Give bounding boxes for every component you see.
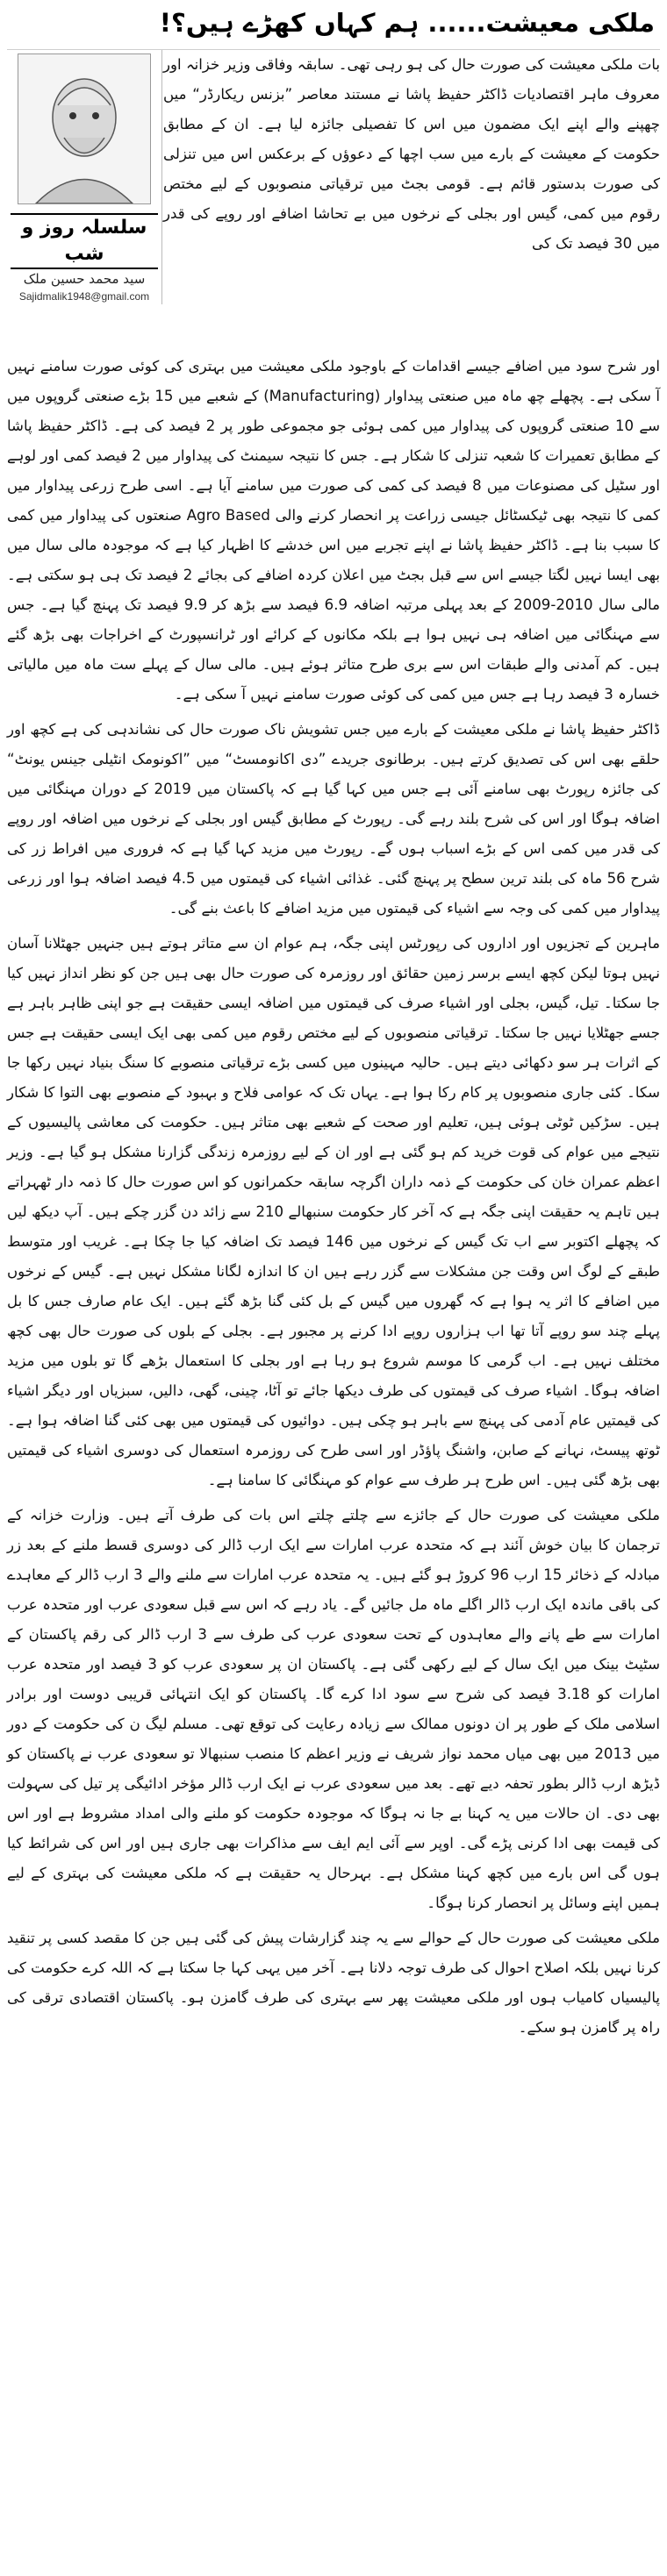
author-email: Sajidmalik1948@gmail.com bbox=[18, 290, 150, 303]
author-photo bbox=[18, 54, 151, 204]
body-paragraph: ملکی معیشت کی صورت حال کے حوالے سے یہ چند گزارشات پیش کی گئی ہیں جن کا مقصد کسی پر تنقید کرنا نہیں بلکہ اصلاح احوال کی طرف توجہ دلانا ہے۔ آخر میں یہی کہا جا سکتا ہے کہ اللہ کرے حکومت کی پالیسیاں کامیاب ہوں اور ملکی معیشت پھر سے بہتری کی طرف گامزن ہو۔ پاکستان اقتصادی ترقی کی راہ پر گامزن ہو سکے۔ bbox=[7, 1930, 660, 2036]
intro-section bbox=[7, 50, 660, 348]
intro-text bbox=[163, 50, 660, 264]
body-paragraph: ماہرین کے تجزیوں اور اداروں کی رپورٹس اپنی جگہ، ہم عوام ان سے متاثر ہوتے ہیں جنہیں جھٹلانا آسان نہیں ہوتا لیکن کچھ ایسے برسر زمین حقائق اور روزمرہ کی صورت حال بھی ہیں جن کو نظر انداز نہیں کیا جا سکتا۔ تیل، گیس، بجلی اور اشیاء صرف کی قیمتوں میں اضافہ ایسی حقیقت ہے جو اپنی ظاہر باہر ہے جسے جھٹلایا نہیں جا سکتا۔ ترقیاتی منصوبوں کے لیے مختص رقوم میں کمی بھی ایک ایسی حقیقت ہے جس کے اثرات ہر سو دکھائی دیتے ہیں۔ حالیہ مہینوں میں کسی بڑے ترقیاتی منصوبے کا سنگ بنیاد نہیں رکھا جا سکا۔ کئی جاری منصوبوں پر کام رکا ہوا ہے۔ یہاں تک کہ عوامی فلاح و بہبود کے منصوبے بھی التوا کا شکار ہیں۔ سڑکیں ٹوٹی ہوئی ہیں، تعلیم اور صحت کے شعبے بھی متاثر ہیں۔ حکومت کی معاشی پالیسیوں کے نتیجے میں عوام کی قوت خرید کم ہو گئی ہے اور ان کے لیے روزمرہ زندگی گزارنا مشکل ہو گیا ہے۔ وزیر اعظم عمران خان کی حکومت کے ذمہ داران اگرچہ سابقہ حکمرانوں کو اس صورت حال کا ذمہ دار ٹھہراتے ہیں تاہم یہ حقیقت اپنی جگہ ہے کہ آخر کار حکومت سنبھالے 210 سے زائد دن گزر چکے ہیں۔ آپ دیکھ لیں کہ پچھلے اکتوبر سے اب تک گیس کے نرخوں میں 146 فیصد تک اضافہ کیا جا چکا ہے۔ غریب اور متوسط طبقے کے لوگ اس وقت جن مشکلات سے گزر رہے ہیں ان کا اندازہ لگانا مشکل نہیں ہے۔ گیس کے نرخوں میں اضافے کا اثر یہ ہوا ہے کہ گھروں میں گیس کے بل کئی گنا بڑھ گئے ہیں۔ ایک عام صارف جس کا بل پہلے چند سو روپے آتا تھا اب ہزاروں روپے ادا کرنے پر مجبور ہے۔ بجلی کے بلوں کی صورت حال بھی کچھ مختلف نہیں ہے۔ اب گرمی کا موسم شروع ہو رہا ہے اور بجلی کا استعمال بڑھے گا تو بلوں میں مزید اضافہ ہوگا۔ اشیاء صرف کی قیمتوں کی طرف دیکھا جائے تو آٹا، چینی، گھی، دالیں، سبزیاں اور دیگر اشیاء کی قیمتیں عام آدمی کی پہنچ سے باہر ہو چکی ہیں۔ دوائیوں کی قیمتوں میں بھی کئی گنا اضافہ ہوا ہے۔ ٹوتھ پیسٹ، نہانے کے صابن، واشنگ پاؤڈر اور اسی طرح کی روزمرہ استعمال کی دوسری اشیاء کی قیمتیں بھی بڑھ گئی ہیں۔ اس طرح ہر طرف سے عوام کو مہنگائی کا سامنا ہے۔ bbox=[7, 935, 660, 1488]
intro-paragraph: بات ملکی معیشت کی صورت حال کی ہو رہی تھی۔ سابقہ وفاقی وزیر خزانہ اور معروف ماہر اقتصادیات ڈاکٹر حفیظ پاشا نے مستند معاصر ”بزنس ریکارڈر“ میں چھپنے والے اپنے ایک مضمون میں اس کا تفصیلی جائزہ لیا ہے۔ ان کے مطابق حکومت کے معیشت کے بارے میں سب اچھا کے دعوؤں کے برعکس اس میں تنزلی کی صورت بدستور قائم ہے۔ قومی بجٹ میں ترقیاتی منصوبوں کے لیے مختص رقوم میں کمی، گیس اور بجلی کے نرخوں میں بے تحاشا اضافے اور روپے کی قدر میں 30 فیصد تک کی bbox=[163, 56, 660, 252]
author-name: سید محمد حسین ملک bbox=[23, 271, 146, 287]
article bbox=[7, 5, 660, 2048]
headline: ملکی معیشت...... ہم کہاں کھڑے ہیں؟! bbox=[159, 8, 655, 38]
body-paragraph: ڈاکٹر حفیظ پاشا نے ملکی معیشت کے بارے میں جس تشویش ناک صورت حال کی نشاندہی کی ہے کچھ اور حلقے بھی اس کی تصدیق کرتے ہیں۔ برطانوی جریدے ”دی اکانومسٹ“ میں ”اکونومک انٹیلی جینس یونٹ“ کی جائزہ رپورٹ بھی سامنے آئی ہے جس میں کہا گیا ہے کہ پاکستان میں 2019 کے دوران مہنگائی میں اضافہ ہوگا اور اس کی شرح بلند رہے گی۔ رپورٹ کے مطابق گیس اور بجلی کے نرخوں میں اضافہ اور روپے کی قدر میں کمی اس کے بڑے اسباب ہوں گے۔ رپورٹ میں مزید کہا گیا ہے کہ فروری میں افراط زر کی شرح 56 ماہ کی بلند ترین سطح پر پہنچ گئی۔ غذائی اشیاء کی قیمتوں میں 4.5 فیصد اضافہ ہوا اور زرعی پیداوار میں کمی کی وجہ سے اشیاء کی قیمتوں میں مزید اضافے کا باعث بنے گی۔ bbox=[7, 721, 660, 917]
article-body bbox=[7, 352, 660, 2043]
column-name: سلسلہ روز و شب bbox=[11, 213, 158, 269]
body-paragraph: اور شرح سود میں اضافے جیسے اقدامات کے باوجود ملکی معیشت میں بہتری کی کوئی صورت سامنے نہیں آ سکی ہے۔ پچھلے چھ ماہ میں صنعتی پیداوار (Manufacturing) کے شعبے میں 15 بڑے صنعتی گروپوں میں سے 10 صنعتی گروپوں کی پیداوار میں کمی ہوئی جو مجموعی طور پر 2 فیصد کی ہے۔ ڈاکٹر حفیظ پاشا کے مطابق تعمیرات کا شعبہ تنزلی کا شکار ہے۔ جس کا نتیجہ سیمنٹ کی پیداوار میں 2 فیصد کمی اور لوہے اور سٹیل کی مصنوعات میں 8 فیصد کی کمی کی صورت میں سامنے آیا ہے۔ اسی طرح زرعی پیداوار میں کمی کا نتیجہ بھی ٹیکسٹائل جیسی زراعت پر انحصار کرنے والی Agro Based صنعتوں کی پیداوار میں کمی کا سبب بنا ہے۔ ڈاکٹر حفیظ پاشا نے اپنے تجربے میں اس خدشے کا اظہار کیا ہے کہ موجودہ مالی سال میں بھی ایسا نہیں لگتا جیسے اس سے قبل بجٹ میں اعلان کردہ اضافے کی بجائے 2 فیصد تک ہی ہو سکتی ہے۔ مالی سال 2010-2009 کے بعد پہلی مرتبہ اضافہ 6.9 فیصد سے بڑھ کر 9.9 فیصد تک پہنچ گیا ہے۔ جس سے مہنگائی میں اضافہ ہی نہیں ہوا ہے بلکہ مکانوں کے کرائے اور ٹرانسپورٹ کے اخراجات بھی بڑھ گئے ہیں۔ کم آمدنی والے طبقات اس سے بری طرح متاثر ہوئے ہیں۔ مالی سال کے پہلے ست ماہ میں مالیاتی خسارہ 3 فیصد رہا ہے جس میں کمی کی کوئی صورت سامنے نہیں آ سکی ہے۔ bbox=[7, 358, 660, 703]
byline bbox=[7, 50, 162, 304]
body-paragraph: ملکی معیشت کی صورت حال کے جائزے سے چلتے چلتے اس بات کی طرف آتے ہیں۔ وزارت خزانہ کے ترجمان کا بیان خوش آئند ہے کہ متحدہ عرب امارات سے ایک ارب ڈالر کی دوسری قسط ملنے کے بعد زر مبادلہ کے ذخائر 15 ارب 96 کروڑ ہو گئے ہیں۔ یہ متحدہ عرب امارات سے ملنے والے 3 ارب ڈالر کے معاہدے کی باقی ماندہ ایک ارب ڈالر اگلے ماہ مل جائیں گے۔ یاد رہے کہ اس سے قبل سعودی عرب اور متحدہ عرب امارات سے طے پانے والے معاہدوں کے تحت سعودی عرب کی طرف سے 3 ارب ڈالر کی رقم پاکستان کے سٹیٹ بینک میں ایک سال کے لیے رکھی گئی ہے۔ پاکستان ان پر سعودی عرب کو 3 فیصد اور متحدہ عرب امارات کو 3.18 فیصد کی شرح سے سود ادا کرے گا۔ پاکستان کو ایک انتہائی قریبی دوست اور برادر اسلامی ملک کے طور پر ان دونوں ممالک سے زیادہ رعایت کی توقع تھی۔ مسلم لیگ ن کی حکومت کے دور میں 2013 میں بھی میاں محمد نواز شریف نے وزیر اعظم کا منصب سنبھالا تو سعودی عرب نے پاکستان کو ڈیڑھ ارب ڈالر بطور تحفہ دیے تھے۔ بعد میں سعودی عرب نے ایک ارب ڈالر مؤخر ادائیگی پر تیل کی سہولت بھی دی۔ ان حالات میں یہ کہنا بے جا نہ ہوگا کہ موجودہ حکومت کو ملنے والی امداد مشروط ہے اور اس کی قیمت بھی ادا کرنی پڑے گی۔ اوپر سے آئی ایم ایف سے مذاکرات بھی جاری ہیں اور اس کی شرائط کیا ہوں گی اس بارے میں کچھ کہنا مشکل ہے۔ بہرحال یہ حقیقت ہے کہ ملکی معیشت کی بہتری کے لیے ہمیں اپنے وسائل پر انحصار کرنا ہوگا۔ bbox=[7, 1507, 661, 1911]
